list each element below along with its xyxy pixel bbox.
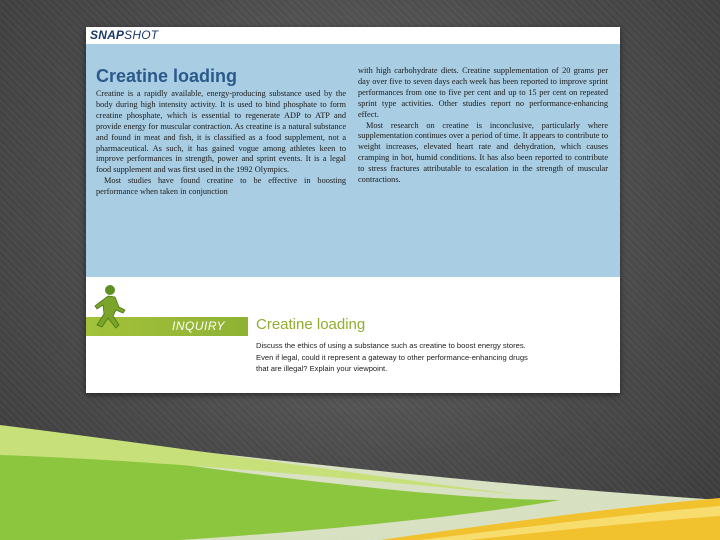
snapshot-column-left (96, 89, 346, 198)
snapshot-title: Creatine loading (96, 66, 238, 86)
snapshot-column-right (358, 66, 608, 186)
textbook-page-image (86, 27, 620, 393)
paragraph: Most research on creatine is inconclusive, particularly where supplementation continues over a period of time. It appears to contribute to weight increases, elevated heart rate and dehydration, which causes cramping in hot, humid conditions. It has also been reported to contribute to stress fractures attributable to escalation in the strength of muscular contractions. (358, 120, 608, 185)
inquiry-title: Creatine loading (256, 316, 366, 333)
swoosh-yellow-light (420, 506, 720, 540)
swoosh-yellow (380, 498, 720, 540)
inquiry-line: Discuss the ethics of using a substance such as creatine to boost energy stores. (256, 341, 526, 350)
swoosh-green-light (0, 425, 520, 495)
inquiry-box (86, 283, 620, 393)
inquiry-line: Even if legal, could it represent a gateway to other performance-enhancing drugs (256, 352, 528, 362)
paragraph: with high carbohydrate diets. Creatine supplementation of 20 grams per day over five to seven days each week has been reported to improve sprint performances from one to five per cent and up to 15 per cent on repeated sprint type activities. Other studies report no performance-enhancing effect. (358, 66, 608, 119)
inquiry-text (256, 340, 606, 375)
snapshot-header (86, 27, 620, 44)
snapshot-label: SNAPSHOT (90, 28, 159, 42)
paragraph: Creatine is a rapidly available, energy-producing substance used by the body during high intensity activity. It is used to bind phosphate to form creatine phosphate, which is essential to regenerate ADP to ATP and provide energy for muscular contraction. As creatine is a natural substance and found in meat and fish, it is classified as a food supplement, not a pharmaceutical. As such, it has gained vogue among athletes keen to improve performances in strength, power and sprint events. It is a legal food supplement and was first used in the 1992 Olympics. (96, 89, 346, 175)
swoosh-green (0, 440, 560, 540)
inquiry-line: that are illegal? Explain your viewpoint. (256, 364, 388, 373)
paragraph: Most studies have found creatine to be effective in boosting performance when taken in conjunction (96, 176, 346, 197)
swoosh-white (0, 430, 720, 540)
inquiry-label: INQUIRY (172, 319, 226, 333)
runner-icon (88, 283, 130, 335)
snapshot-box (86, 27, 620, 277)
